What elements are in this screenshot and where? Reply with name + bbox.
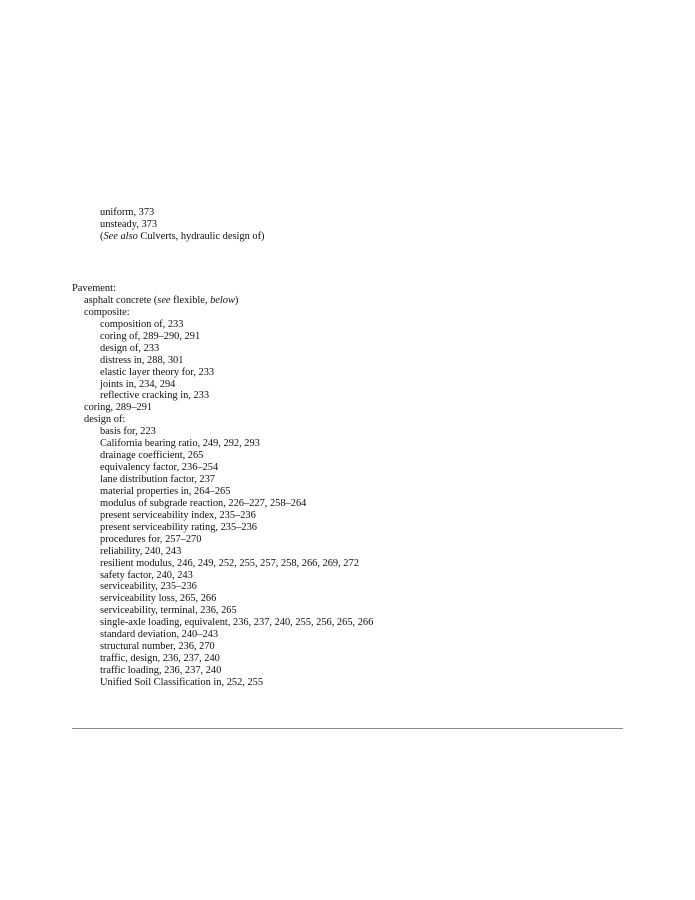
index-subsubentry: structural number, 236, 270 — [100, 641, 215, 653]
index-subsubentry: serviceability, 235–236 — [100, 581, 197, 593]
index-subsubentry: distress in, 288, 301 — [100, 354, 184, 366]
index-subsubentry: procedures for, 257–270 — [100, 533, 202, 545]
index-subsubentry: reliability, 240, 243 — [100, 545, 182, 557]
index-subsubentry: traffic, design, 236, 237, 240 — [100, 653, 220, 665]
index-heading: Pavement: — [72, 283, 116, 294]
index-subsubentry: uniform, 373 — [100, 207, 155, 218]
index-subsubentry: modulus of subgrade reaction, 226–227, 258–264 — [100, 497, 307, 509]
index-subentry: coring, 289–291 — [84, 402, 153, 414]
index-subentry: design of: — [84, 414, 126, 426]
index-subsubentry: joints in, 234, 294 — [100, 378, 176, 390]
index-subsubentry: design of, 233 — [100, 342, 160, 354]
index-subsubentry: drainage coefficient, 265 — [100, 450, 204, 462]
page-bottom-rule — [72, 728, 623, 729]
entry-text-part: ) — [234, 294, 239, 306]
index-subsubentry: serviceability loss, 265, 266 — [100, 593, 217, 605]
index-subsubentry: California bearing ratio, 249, 292, 293 — [100, 438, 260, 450]
index-subsubentry: coring of, 289–290, 291 — [100, 330, 201, 342]
index-subsubentry: equivalency factor, 236–254 — [100, 462, 219, 474]
entry-text-part: ( — [100, 230, 104, 242]
index-subsubentry: single-axle loading, equivalent, 236, 237, 240, 255, 256, 265, 266 — [100, 617, 374, 629]
index-fragment-block — [0, 207, 695, 243]
index-subsubentry: unsteady, 373 — [100, 218, 158, 230]
index-main-block — [0, 283, 695, 689]
index-subsubentry: standard deviation, 240–243 — [100, 629, 219, 641]
index-subentry: composite: — [84, 306, 130, 318]
entry-text-part: Culverts, hydraulic design of) — [137, 230, 265, 242]
index-subsubentry: present serviceability index, 235–236 — [100, 509, 256, 521]
index-subsubentry: reflective cracking in, 233 — [100, 390, 210, 402]
index-subsubentry: elastic layer theory for, 233 — [100, 366, 215, 378]
index-subsubentry: material properties in, 264–265 — [100, 485, 231, 497]
index-subsubentry: lane distribution factor, 237 — [100, 474, 216, 485]
italic-cross-reference-term: See also — [103, 230, 138, 242]
index-subsubentry: basis for, 223 — [100, 426, 156, 438]
index-subsubentry — [0, 231, 695, 243]
entry-text-part: flexible, — [170, 294, 211, 306]
index-subsubentry: traffic loading, 236, 237, 240 — [100, 665, 222, 676]
index-subsubentry: composition of, 233 — [100, 318, 184, 330]
entry-text-part: asphalt concrete ( — [84, 294, 158, 306]
index-subsubentry: Unified Soil Classification in, 252, 255 — [100, 676, 264, 688]
italic-cross-reference-term: see — [157, 294, 171, 306]
italic-cross-reference-term: below — [210, 294, 235, 306]
index-subsubentry: resilient modulus, 246, 249, 252, 255, 257, 258, 266, 269, 272 — [100, 557, 359, 569]
index-subsubentry: present serviceability rating, 235–236 — [100, 521, 257, 533]
index-subsubentry: safety factor, 240, 243 — [100, 569, 193, 581]
index-subentry — [0, 295, 695, 307]
index-subsubentry: serviceability, terminal, 236, 265 — [100, 605, 237, 617]
